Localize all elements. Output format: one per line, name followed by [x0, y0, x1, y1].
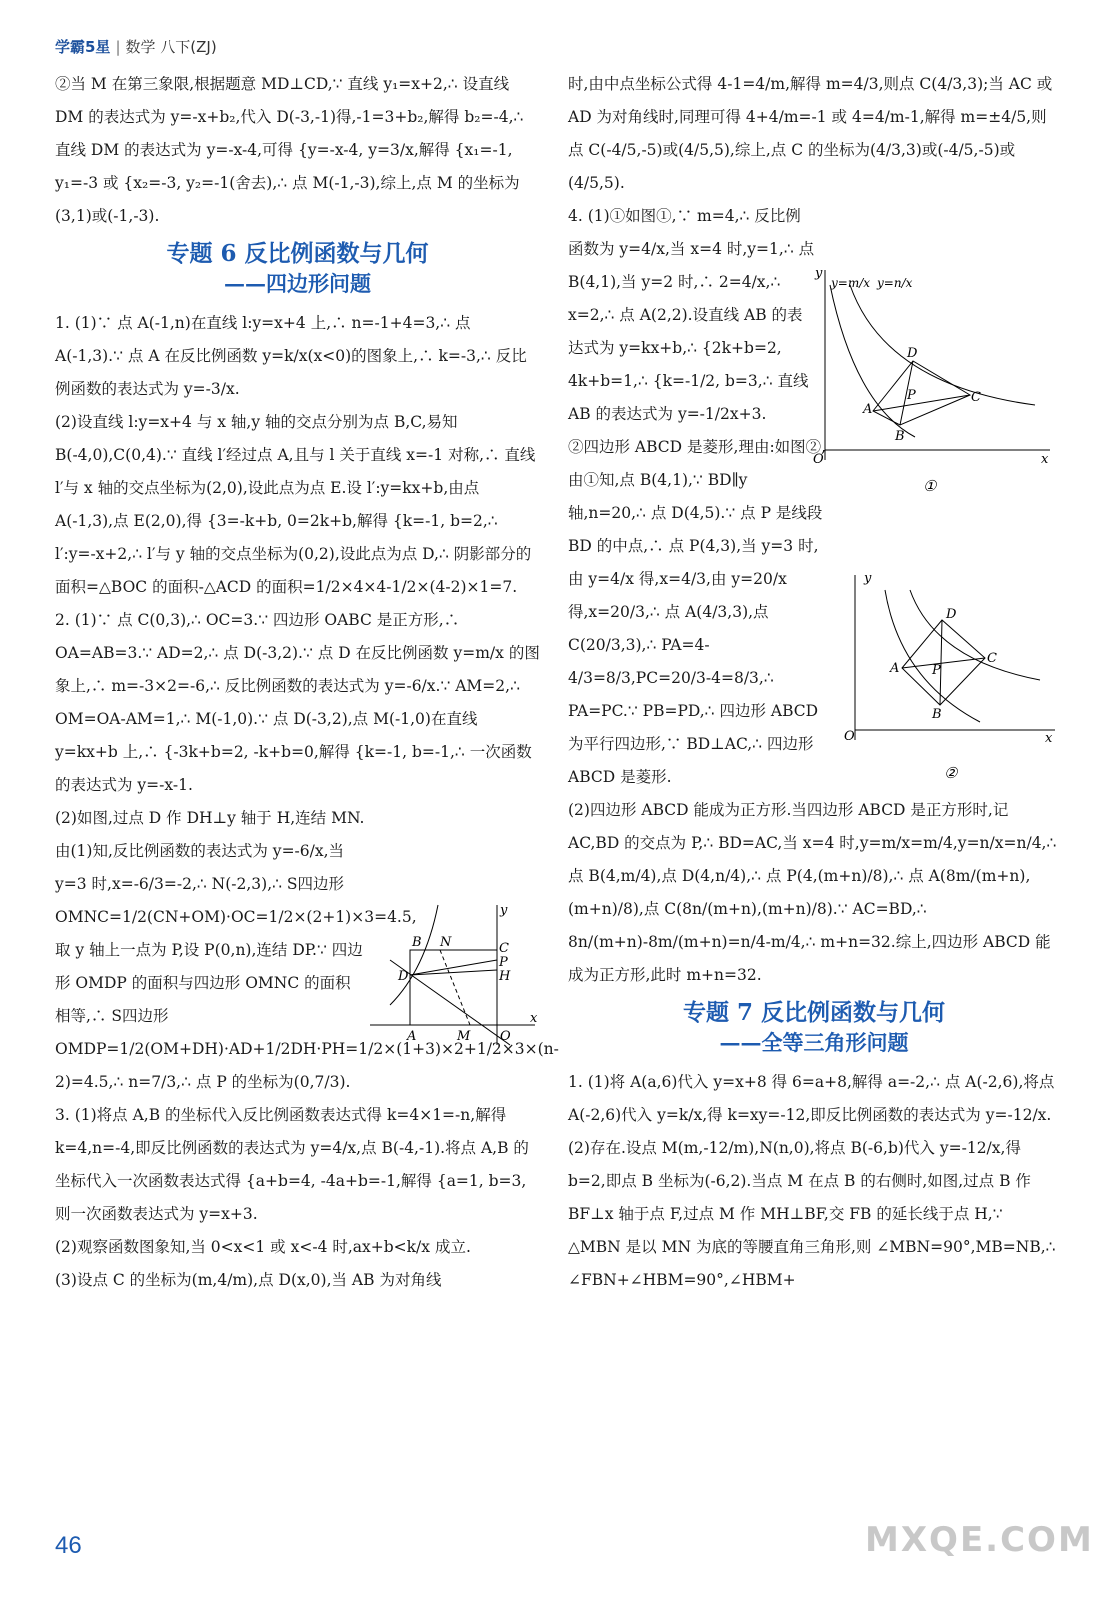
label: y: [864, 571, 872, 586]
paragraph: 1. (1)将 A(a,6)代入 y=x+8 得 6=a+8,解得 a=-2,∴ 点 A(-2,6),将点 A(-2,6)代入 y=k/x,得 k=xy=-12,即反比例函数的表达式为 y=-12/x.: [568, 1073, 1055, 1124]
paragraph: (2)设直线 l:y=x+4 与 x 轴,y 轴的交点分别为点 B,C,易知 B(-4,0),C(0,4).∵ 直线 l′经过点 A,且与 l 关于直线 x=-1 对称,∴ 直线 l′与 x 轴的交点坐标为(2,0),设此点为点 E.设 l′:y=kx+b,由点 A(-1,3),点 E(2,0),得 {3=-k+b, 0=2k+b,解得 {k=-1, b=2,∴ l′:y=-x+2,∴ l′与 y 轴的交点坐标为(0,2),设此点为点 D,∴ 阴影部分的面积=△BOC 的面积-△ACD 的面积=1/2×4×4-1/2×(4-2)×1=7.: [55, 413, 536, 596]
figure-caption: ②: [944, 764, 958, 782]
paragraph: 时,由中点坐标公式得 4-1=4/m,解得 m=4/3,则点 C(4/3,3);当 AC 或 AD 为对角线时,同理可得 4+4/m=-1 或 4=4/m-1,解得 m=±4/5,则点 C(-4/5,-5)或(4/5,5),综上,点 C 的坐标为(4/3,3)或(-4/5,-5)或(4/5,5).: [568, 75, 1053, 192]
topic-subtitle: ——四边形问题: [224, 271, 371, 296]
brand-logo: 学霸5星: [55, 38, 111, 56]
paragraph: 2. (1)∵ 点 C(0,3),∴ OC=3.∵ 四边形 OABC 是正方形,∴ OA=AB=3.∵ AD=2,∴ 点 D(-3,2).∵ 点 D 在反比例函数 y=m/x 的图象上,∴ m=-3×2=-6,∴ 反比例函数的表达式为 y=-6/x.∵ AM=2,∴ OM=OA-AM=1,∴ M(-1,0).∵ 点 D(-3,2),点 M(-1,0)在直线 y=kx+b 上,∴ {-3k+b=2, -k+b=0,解得 {k=-1, b=-1,∴ 一次函数的表达式为 y=-x-1.: [55, 611, 540, 794]
paragraph: 3. (1)将点 A,B 的坐标代入反比例函数表达式得 k=4×1=-n,解得 k=4,n=-4,即反比例函数的表达式为 y=4/x,点 B(-4,-1).将点 A,B 的坐标代入一次函数表达式得 {a+b=4, -4a+b=-1,解得 {a=1, b=3,则一次函数表达式为 y=x+3.: [55, 1106, 529, 1223]
label: P: [907, 388, 916, 403]
watermark: MXQE.COM: [865, 1520, 1094, 1560]
paragraph: (2)四边形 ABCD 能成为正方形.当四边形 ABCD 是正方形时,记 AC,BD 的交点为 P,∴ BD=AC,当 x=4 时,y=m/x=m/4,y=n/x=n/4,∴ 点 B(4,m/4),点 D(4,n/4),∴ 点 P(4,(m+n)/8),∴ 点 A(8m/(m+n),(m+n)/8),点 C(8n/(m+n),(m+n)/8).∵ AC=BD,∴ 8n/(m+n)-8m/(m+n)=n/4-m/4,∴ m+n=32.综上,四边形 ABCD 能成为正方形,此时 m+n=32.: [568, 801, 1057, 984]
label: N: [440, 935, 452, 950]
paragraph: (2)观察函数图象知,当 0<x<1 或 x<-4 时,ax+b<k/x 成立.: [55, 1238, 471, 1256]
label: B: [932, 707, 942, 722]
label: O: [844, 729, 855, 744]
label: M: [457, 1029, 471, 1044]
topic-title: 专题 6 反比例函数与几何: [166, 240, 429, 267]
paragraph: (2)存在.设点 M(m,-12/m),N(n,0),将点 B(-6,b)代入 y=-12/x,得 b=2,即点 B 坐标为(-6,2).当点 M 在点 B 的右侧时,如图,过点 B 作 BF⊥x 轴于点 F,过点 M 作 MH⊥BF,交 FB 的延长线于点 H,∵ △MBN 是以 MN 为底的等腰直角三角形,则 ∠MBN=90°,MB=NB,∴ ∠FBN+∠HBM=90°,∠HBM+: [568, 1139, 1056, 1289]
label: D: [907, 346, 918, 361]
page-header: 学霸5星 | 数学 八下(ZJ): [55, 38, 217, 56]
label: x: [530, 1011, 538, 1026]
topic-title: 专题 7 反比例函数与几何: [682, 999, 946, 1026]
label: x: [1045, 731, 1053, 746]
page-number: 46: [55, 1532, 82, 1559]
label: A: [890, 661, 900, 676]
paragraph: ②当 M 在第三象限,根据题意 MD⊥CD,∵ 直线 y₁=x+2,∴ 设直线 DM 的表达式为 y=-x+b₂,代入 D(-3,-1)得,-1=3+b₂,解得 b₂=-4,∴ 直线 DM 的表达式为 y=-x-4,可得 {y=-x-4, y=3/x,解得 {x₁=-1, y₁=-3 或 {x₂=-3, y₂=-1(舍去),∴ 点 M(-1,-3),综上,点 M 的坐标为(3,1)或(-1,-3).: [55, 75, 524, 225]
paragraph: 1. (1)∵ 点 A(-1,n)在直线 l:y=x+4 上,∴ n=-1+4=3,∴ 点 A(-1,3).∵ 点 A 在反比例函数 y=k/x(x<0)的图象上,∴ k=-3,∴ 反比例函数的表达式为 y=-3/x.: [55, 314, 527, 398]
label: x: [1041, 452, 1049, 467]
paragraph: 4. (1)①如图①,∵ m=4,∴ 反比例函数为 y=4/x,当 x=4 时,y=1,∴ 点 B(4,1),当 y=2 时,∴ 2=4/x,∴ x=2,∴ 点 A(2,2).设直线 AB 的表达式为 y=kx+b,∴ {2k+b=2, 4k+b=1,∴ {k=-1/2, b=3,∴ 直线 AB 的表达式为 y=-1/2x+3.: [568, 207, 815, 423]
label: B: [412, 935, 422, 950]
label: y: [815, 266, 823, 281]
label: D: [398, 969, 409, 984]
paragraph: (3)设点 C 的坐标为(m,4/m),点 D(x,0),当 AB 为对角线: [55, 1271, 442, 1289]
left-column: [55, 68, 559, 1297]
paragraph: ②四边形 ABCD 是菱形,理由:如图②,由①知,点 B(4,1),∵ BD∥y 轴,n=20,∴ 点 D(4,5).∵ 点 P 是线段 BD 的中点,∴ 点 P(4,3),当 y=3 时,由 y=4/x 得,x=4/3,由 y=20/x 得,x=20/3,∴ 点 A(4/3,3),点 C(20/3,3),∴ PA=4-4/3=8/3,PC=20/3-4=8/3,∴ PA=PC.∵ PB=PD,∴ 四边形 ABCD 为平行四边形,∵ BD⊥AC,∴ 四边形 ABCD 是菱形.: [568, 438, 827, 786]
label: O: [813, 452, 824, 467]
subject-label: 数学 八下(ZJ): [125, 38, 217, 56]
label: H: [499, 969, 511, 984]
figure-caption: ①: [923, 477, 937, 495]
label: y: [500, 903, 508, 918]
label: C: [971, 390, 981, 405]
topic7-heading: [568, 998, 1060, 1058]
label: A: [407, 1029, 417, 1044]
curve-label: y=m/x: [831, 276, 871, 290]
label: D: [946, 607, 957, 622]
figure-1: [805, 265, 1055, 509]
curve-label: y=n/x: [877, 276, 913, 290]
label: P: [499, 955, 508, 970]
label: B: [895, 429, 905, 444]
figure-2: [840, 570, 1060, 789]
paragraph: (2)如图,过点 D 作 DH⊥y 轴于 H,连结 MN.由(1)知,反比例函数的表达式为 y=-6/x,当 y=3 时,x=-6/3=-2,∴ N(-2,3),∴ S四边形OMNC=1/2(CN+OM)·OC=1/2×(2+1)×3=4.5,取 y 轴上一点为 P,设 P(0,n),连结 DP.∵ 四边形 OMDP 的面积与四边形 OMNC 的面积相等,∴ S四边形OMDP=1/2(OM+DH)·AD+1/2DH·PH=1/2×(1+3)×2+1/2×3×(n-2)=4.5,∴ n=7/3,∴ 点 P 的坐标为(0,7/3).: [55, 809, 559, 1091]
label: O: [500, 1029, 511, 1044]
label: A: [863, 402, 873, 417]
label: P: [932, 663, 941, 678]
label: C: [499, 941, 509, 956]
topic6-heading: [55, 239, 540, 299]
label: C: [987, 651, 997, 666]
figure-square-graph: [370, 900, 545, 1054]
topic-subtitle: ——全等三角形问题: [719, 1030, 909, 1055]
